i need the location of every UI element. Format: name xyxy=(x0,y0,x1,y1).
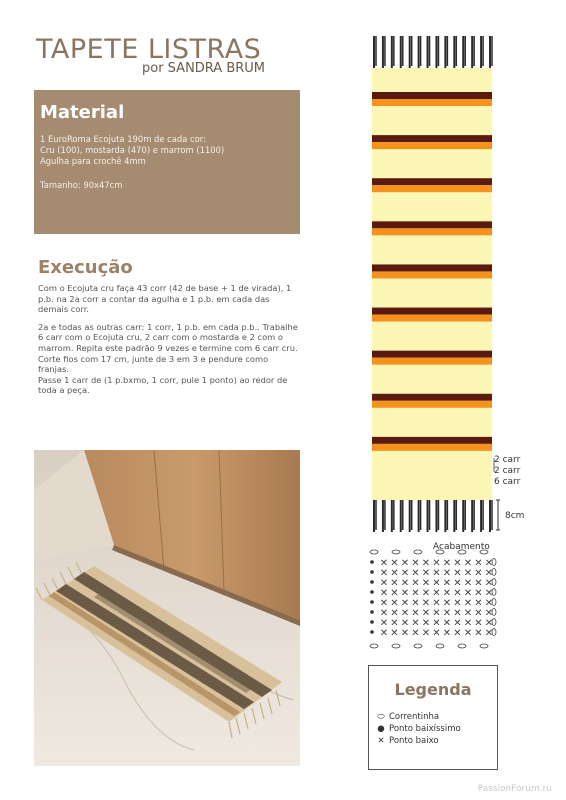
single-crochet-mark: ✕ xyxy=(411,598,420,609)
single-crochet-mark: ✕ xyxy=(400,588,410,599)
single-crochet-mark: ✕ xyxy=(453,558,462,569)
single-crochet-mark: ✕ xyxy=(463,628,473,639)
stripe-marrom xyxy=(372,92,492,99)
material-heading: Material xyxy=(40,102,125,123)
stripe-marrom xyxy=(372,221,492,228)
stripe-mostarda xyxy=(372,271,492,278)
rug-photo-illustration xyxy=(34,450,300,766)
single-crochet-mark: ✕ xyxy=(463,558,473,569)
single-crochet-mark: ✕ xyxy=(484,618,494,629)
chain-mark xyxy=(458,550,466,554)
execution-heading: Execução xyxy=(38,257,133,278)
single-crochet-mark: ✕ xyxy=(484,578,494,589)
single-crochet-mark: ✕ xyxy=(432,558,441,569)
single-crochet-mark: ✕ xyxy=(453,588,462,599)
page-subtitle: por SANDRA BRUM xyxy=(142,61,266,76)
material-size: Tamanho: 90x47cm xyxy=(40,180,123,190)
single-crochet-mark: ✕ xyxy=(390,568,399,579)
single-crochet-mark: ✕ xyxy=(421,628,431,639)
chain-mark xyxy=(480,644,488,648)
legend-item-slip xyxy=(375,724,461,734)
legend-box xyxy=(368,665,498,770)
stripe-marrom xyxy=(372,394,492,401)
stripe-marrom xyxy=(372,264,492,271)
single-crochet-mark: ✕ xyxy=(400,578,410,589)
single-crochet-mark: ✕ xyxy=(390,578,399,589)
single-crochet-mark: ✕ xyxy=(453,568,462,579)
single-crochet-mark: ✕ xyxy=(432,608,441,619)
material-line: 1 EuroRoma Ecojuta 190m de cada cor: xyxy=(40,134,206,144)
material-list xyxy=(40,134,224,167)
chain-mark xyxy=(370,644,378,648)
single-crochet-mark: ✕ xyxy=(390,608,399,619)
single-crochet-mark: ✕ xyxy=(379,618,389,629)
material-line: Agulha para crochê 4mm xyxy=(40,156,146,166)
slip-stitch-icon: ● xyxy=(377,724,385,734)
single-crochet-mark: ✕ xyxy=(474,618,483,629)
execution-paragraph: Com o Ecojuta cru faça 43 corr (42 de base + 1 de virada), 1 p.b. na 2a corr a contar da agulha e 1 p.b. em cada das demais corr. xyxy=(38,283,292,315)
single-crochet-mark: ✕ xyxy=(379,628,389,639)
execution-text xyxy=(38,283,300,403)
single-crochet-mark: ✕ xyxy=(379,598,389,609)
chain-mark xyxy=(414,550,422,554)
single-crochet-mark: ✕ xyxy=(442,558,452,569)
single-crochet-mark: ✕ xyxy=(400,558,410,569)
single-crochet-mark: ✕ xyxy=(390,588,399,599)
stripe-marrom xyxy=(372,308,492,315)
chain-mark xyxy=(458,644,466,648)
chain-stitch-icon: ⬭ xyxy=(377,712,385,722)
execution-paragraph: Passe 1 carr de (1 p.bxmo, 1 corr, pule 1 ponto) ao redor de toda a peça. xyxy=(38,374,288,396)
single-crochet-mark: ✕ xyxy=(453,618,462,629)
legend-item-single xyxy=(375,736,439,746)
single-crochet-mark: ✕ xyxy=(390,558,399,569)
stripe-mostarda xyxy=(372,444,492,451)
slip-stitch-mark xyxy=(370,560,374,564)
single-crochet-mark: ✕ xyxy=(379,608,389,619)
single-crochet-mark: ✕ xyxy=(432,588,441,599)
single-crochet-mark: ✕ xyxy=(463,598,473,609)
single-crochet-mark: ✕ xyxy=(421,618,431,629)
single-crochet-mark: ✕ xyxy=(484,558,494,569)
execution-paragraph: Corte fios com 17 cm, junte de 3 em 3 e pendure como franjas. xyxy=(38,353,269,375)
single-crochet-icon: ✕ xyxy=(377,736,385,746)
stripe-mostarda xyxy=(372,228,492,235)
single-crochet-mark: ✕ xyxy=(442,618,452,629)
stripe-mostarda xyxy=(372,185,492,192)
chain-mark xyxy=(392,550,400,554)
single-crochet-mark: ✕ xyxy=(421,588,431,599)
single-crochet-mark: ✕ xyxy=(432,598,441,609)
label-2carr-a: 2 carr xyxy=(494,455,521,465)
single-crochet-mark: ✕ xyxy=(390,618,399,629)
single-crochet-mark: ✕ xyxy=(411,588,420,599)
single-crochet-mark: ✕ xyxy=(453,628,462,639)
single-crochet-mark: ✕ xyxy=(463,568,473,579)
stripe-marrom xyxy=(372,437,492,444)
stripe-marrom xyxy=(372,135,492,142)
single-crochet-mark: ✕ xyxy=(379,578,389,589)
single-crochet-mark: ✕ xyxy=(442,568,452,579)
single-crochet-mark: ✕ xyxy=(432,628,441,639)
single-crochet-mark: ✕ xyxy=(421,578,431,589)
slip-stitch-mark xyxy=(370,620,374,624)
single-crochet-mark: ✕ xyxy=(400,628,410,639)
legend-label: Correntinha xyxy=(389,712,440,722)
single-crochet-mark: ✕ xyxy=(379,568,389,579)
single-crochet-mark: ✕ xyxy=(421,568,431,579)
stripe-mostarda xyxy=(372,358,492,365)
stripe-mostarda xyxy=(372,142,492,149)
stripe-mostarda xyxy=(372,99,492,106)
single-crochet-mark: ✕ xyxy=(463,608,473,619)
single-crochet-mark: ✕ xyxy=(411,558,420,569)
single-crochet-mark: ✕ xyxy=(421,608,431,619)
legend-item-chain xyxy=(375,712,439,722)
single-crochet-mark: ✕ xyxy=(453,608,462,619)
rug-body xyxy=(372,68,492,500)
single-crochet-mark: ✕ xyxy=(400,568,410,579)
single-crochet-mark: ✕ xyxy=(411,628,420,639)
single-crochet-mark: ✕ xyxy=(484,628,494,639)
legend-label: Ponto baixo xyxy=(389,736,439,746)
single-crochet-mark: ✕ xyxy=(463,588,473,599)
single-crochet-mark: ✕ xyxy=(474,578,483,589)
chain-mark xyxy=(414,644,422,648)
legend-heading: Legenda xyxy=(394,680,472,699)
single-crochet-mark: ✕ xyxy=(390,628,399,639)
stripe-marrom xyxy=(372,178,492,185)
single-crochet-mark: ✕ xyxy=(474,628,483,639)
single-crochet-mark: ✕ xyxy=(453,598,462,609)
chain-mark xyxy=(480,550,488,554)
single-crochet-mark: ✕ xyxy=(442,608,452,619)
single-crochet-mark: ✕ xyxy=(442,588,452,599)
single-crochet-mark: ✕ xyxy=(474,608,483,619)
single-crochet-mark: ✕ xyxy=(400,618,410,629)
single-crochet-mark: ✕ xyxy=(474,568,483,579)
material-line: Cru (100), mostarda (470) e marrom (1100) xyxy=(40,145,225,155)
label-6carr: 6 carr xyxy=(494,477,521,487)
single-crochet-mark: ✕ xyxy=(421,558,431,569)
stripe-mostarda xyxy=(372,401,492,408)
single-crochet-mark: ✕ xyxy=(463,618,473,629)
label-2carr-b: 2 carr xyxy=(494,466,521,476)
single-crochet-mark: ✕ xyxy=(432,568,441,579)
rug-stripe-diagram xyxy=(360,32,500,532)
label-fringe-length: 8cm xyxy=(505,511,525,521)
slip-stitch-mark xyxy=(370,570,374,574)
single-crochet-mark: ✕ xyxy=(484,598,494,609)
execution-paragraph: 2a e todas as outras carr: 1 corr, 1 p.b. em cada p.b.. Trabalhe 6 carr com o Ecojuta cru, 2 carr com o mostarda e 2 com o marrom. Repita este padrão 9 vezes e termine com 6 carr cru. xyxy=(38,321,298,353)
single-crochet-mark: ✕ xyxy=(453,578,462,589)
slip-stitch-mark xyxy=(370,610,374,614)
single-crochet-mark: ✕ xyxy=(463,578,473,589)
single-crochet-mark: ✕ xyxy=(411,618,420,629)
single-crochet-mark: ✕ xyxy=(390,598,399,609)
single-crochet-mark: ✕ xyxy=(484,568,494,579)
single-crochet-mark: ✕ xyxy=(379,558,389,569)
rug-photo xyxy=(34,450,300,766)
stripe-marrom xyxy=(372,351,492,358)
single-crochet-mark: ✕ xyxy=(379,588,389,599)
single-crochet-mark: ✕ xyxy=(474,598,483,609)
single-crochet-mark: ✕ xyxy=(411,608,420,619)
slip-stitch-mark xyxy=(370,580,374,584)
stripe-mostarda xyxy=(372,315,492,322)
legend-label: Ponto baixíssimo xyxy=(389,724,461,734)
single-crochet-mark: ✕ xyxy=(474,558,483,569)
chain-mark xyxy=(392,644,400,648)
single-crochet-mark: ✕ xyxy=(484,588,494,599)
page-title: TAPETE LISTRAS xyxy=(36,34,262,65)
single-crochet-mark: ✕ xyxy=(442,578,452,589)
single-crochet-mark: ✕ xyxy=(400,608,410,619)
slip-stitch-mark xyxy=(370,590,374,594)
finishing-stitch-chart xyxy=(362,546,502,656)
material-box xyxy=(34,90,300,234)
chain-mark xyxy=(370,550,378,554)
single-crochet-mark: ✕ xyxy=(411,578,420,589)
slip-stitch-mark xyxy=(370,630,374,634)
single-crochet-mark: ✕ xyxy=(442,628,452,639)
chain-mark xyxy=(436,550,444,554)
single-crochet-mark: ✕ xyxy=(432,618,441,629)
label-finishing: Acabamento xyxy=(433,542,490,552)
chain-mark xyxy=(436,644,444,648)
slip-stitch-mark xyxy=(370,600,374,604)
watermark: PassionForum.ru xyxy=(477,784,552,794)
single-crochet-mark: ✕ xyxy=(432,578,441,589)
single-crochet-mark: ✕ xyxy=(400,598,410,609)
single-crochet-mark: ✕ xyxy=(421,598,431,609)
single-crochet-mark: ✕ xyxy=(442,598,452,609)
single-crochet-mark: ✕ xyxy=(411,568,420,579)
single-crochet-mark: ✕ xyxy=(474,588,483,599)
single-crochet-mark: ✕ xyxy=(484,608,494,619)
